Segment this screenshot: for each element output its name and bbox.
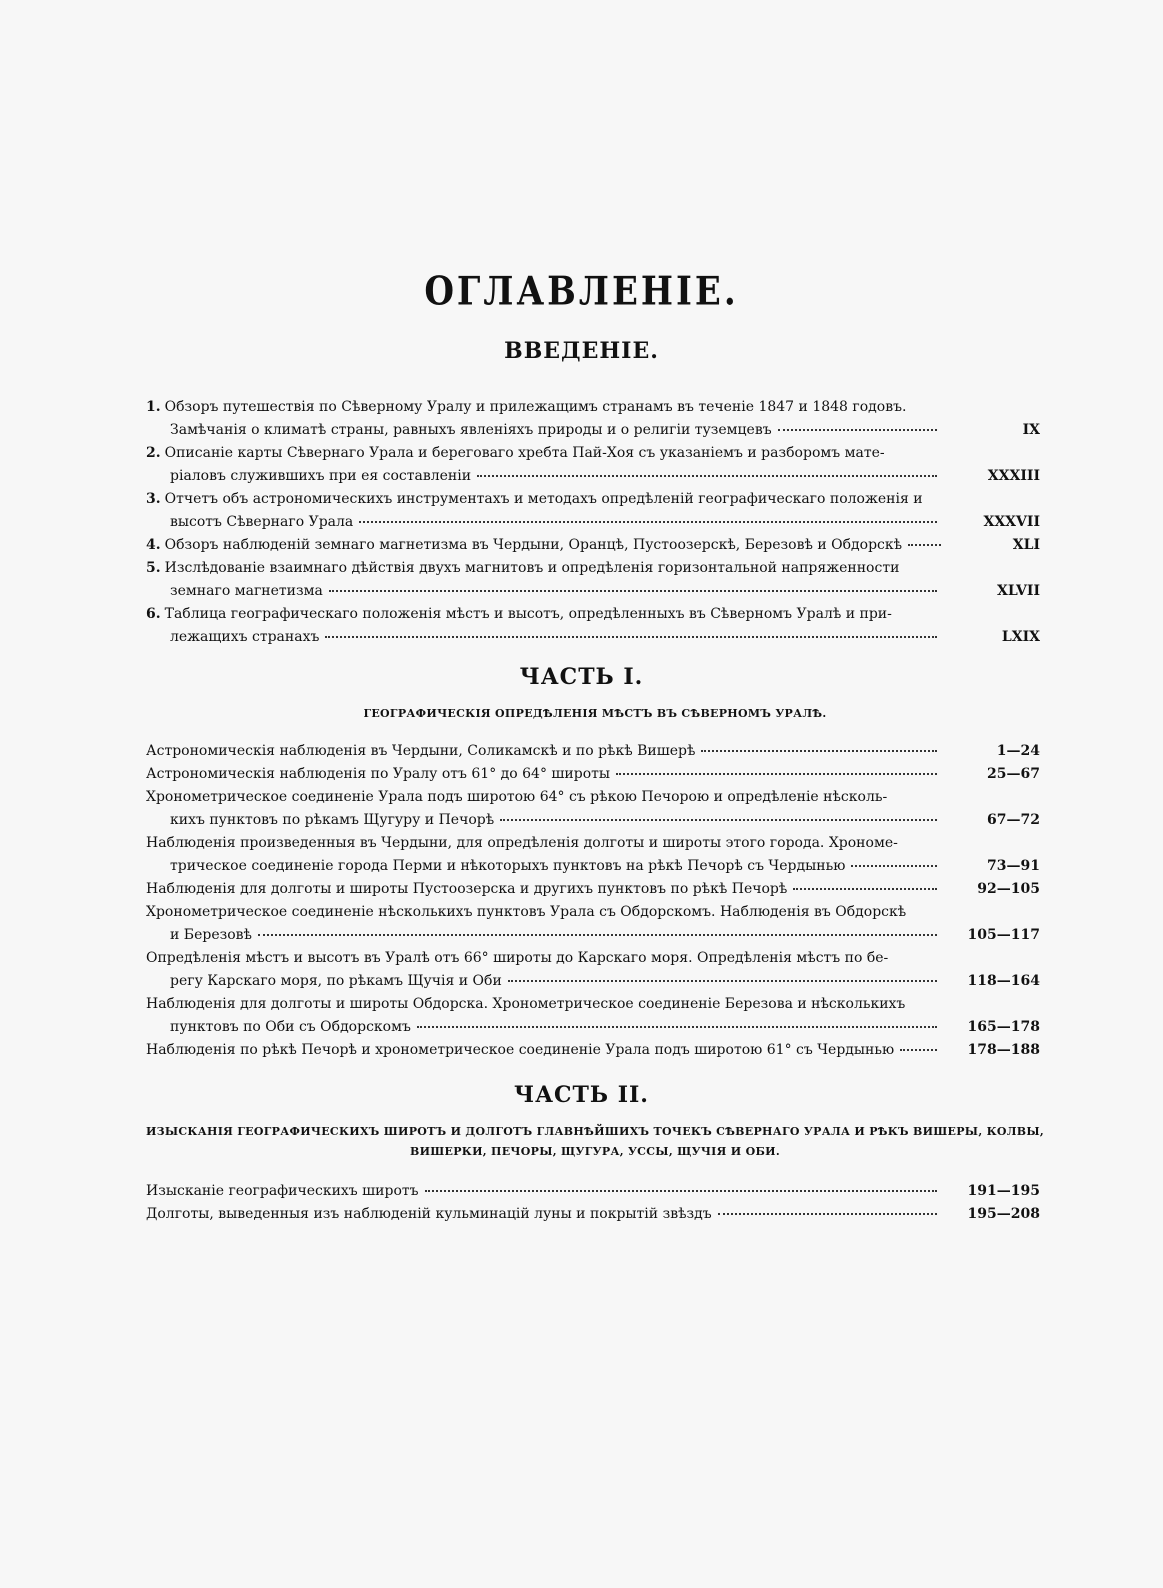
toc-entry — [146, 1203, 1040, 1226]
toc-entry-line — [146, 419, 1040, 442]
toc-entry-line — [146, 970, 1040, 993]
part1-heading: ЧАСТЬ I. — [519, 664, 644, 690]
toc-entry-text: и Березовѣ — [170, 927, 252, 943]
toc-entry-line — [146, 855, 1040, 878]
toc-entry — [146, 901, 1040, 947]
toc-entry-text: Таблица географическаго положенія мѣстъ и высотъ, опредѣленныхъ въ Сѣверномъ Уралѣ и при- — [164, 606, 892, 622]
toc-entry — [146, 557, 1040, 603]
toc-entry-text: ріаловъ служившихъ при ея составленіи — [170, 468, 472, 484]
toc-page-number: XXXIII — [987, 468, 1040, 484]
toc-entry-number: 6. — [146, 606, 161, 622]
part2-subheading: ИЗЫСКАНІЯ ГЕОГРАФИЧЕСКИХЪ ШИРОТЪ И ДОЛГОТЪ ГЛАВНѢЙШИХЪ ТОЧЕКЪ СѢВЕРНАГО УРАЛА И РѢКЪ ВИШЕРЫ, КОЛВЫ, ВИШЕРКИ, ПЕЧОРЫ, ЩУГУРА, УССЫ, ЩУЧІЯ И ОБИ. — [145, 1125, 1045, 1158]
toc-entry-line — [146, 878, 1040, 901]
dot-leader — [616, 773, 937, 775]
toc-page-number: 105—117 — [967, 927, 1040, 943]
dot-leader — [778, 429, 937, 431]
toc-entry-text: Обзоръ путешествія по Сѣверному Уралу и прилежащимъ странамъ въ теченіе 1847 и 1848 годовъ. — [164, 399, 907, 415]
toc-page-number: XXXVII — [983, 514, 1040, 530]
toc-entry-text: Астрономическія наблюденія въ Чердыни, Соликамскѣ и по рѣкѣ Вишерѣ — [146, 743, 696, 759]
toc-entry-text: лежащихъ странахъ — [170, 629, 320, 645]
toc-page-number: 1—24 — [996, 743, 1040, 759]
toc-entry-text: кихъ пунктовъ по рѣкамъ Щугуру и Печорѣ — [170, 812, 495, 828]
dot-leader — [329, 590, 937, 592]
toc-page-number: 25—67 — [987, 766, 1040, 782]
toc-page-number: XLI — [1012, 537, 1040, 553]
toc-entry-text: Хронометрическое соединеніе нѣсколькихъ пунктовъ Урала съ Обдорскомъ. Наблюденія въ Обдорскѣ — [146, 904, 907, 920]
dot-leader — [793, 888, 937, 890]
toc-entry-line — [146, 511, 1040, 534]
toc-page-number: 67—72 — [987, 812, 1040, 828]
toc-entry-text: земнаго магнетизма — [170, 583, 323, 599]
toc-entry-text: высотъ Сѣвернаго Урала — [170, 514, 354, 530]
toc-entry-line — [146, 626, 1040, 649]
dot-leader — [477, 475, 937, 477]
toc-entry-line — [146, 947, 1040, 970]
dot-leader — [900, 1049, 937, 1051]
toc-page-number: LXIX — [1001, 629, 1040, 645]
toc-entry-line — [146, 580, 1040, 603]
toc-entry-text: Наблюденія по рѣкѣ Печорѣ и хронометрическое соединеніе Урала подъ широтою 61° съ Чердынью — [146, 1042, 895, 1058]
toc-entry-line — [146, 924, 1040, 947]
dot-leader — [851, 865, 937, 867]
toc-entry-line — [146, 442, 1040, 465]
toc-entry-text: Астрономическія наблюденія по Уралу отъ 61° до 64° широты — [146, 766, 611, 782]
toc-entry — [146, 832, 1040, 878]
toc-entry-text: Изслѣдованіе взаимнаго дѣйствія двухъ магнитовъ и опредѣленія горизонтальной напряженности — [164, 560, 900, 576]
dot-leader — [908, 544, 941, 546]
toc-entry — [146, 603, 1040, 649]
part2-toc — [146, 1180, 1040, 1226]
toc-entry-text: Наблюденія для долготы и широты Обдорска. Хронометрическое соединеніе Березова и нѣсколькихъ — [146, 996, 906, 1012]
toc-entry-line — [146, 740, 1040, 763]
toc-entry-line — [146, 488, 1040, 511]
toc-entry — [146, 1180, 1040, 1203]
dot-leader — [508, 980, 937, 982]
toc-entry-text: Долготы, выведенныя изъ наблюденій кульминацій луны и покрытій звѣздъ — [146, 1206, 712, 1222]
toc-entry — [146, 1039, 1040, 1062]
toc-page-number: 118—164 — [967, 973, 1040, 989]
toc-page-number: 165—178 — [967, 1019, 1040, 1035]
toc-entry-line — [146, 786, 1040, 809]
toc-entry-text: Наблюденія произведенныя въ Чердыни, для опредѣленія долготы и широты этого города. Хрономе- — [146, 835, 898, 851]
toc-entry-number: 5. — [146, 560, 161, 576]
toc-page-number: XLVII — [996, 583, 1040, 599]
toc-entry-text: Опредѣленія мѣстъ и высотъ въ Уралѣ отъ 66° широты до Карскаго моря. Опредѣленія мѣстъ по бе- — [146, 950, 889, 966]
toc-entry-number: 1. — [146, 399, 161, 415]
toc-entry — [146, 763, 1040, 786]
dot-leader — [718, 1213, 937, 1215]
toc-entry-text: Наблюденія для долготы и широты Пустоозерска и другихъ пунктовъ по рѣкѣ Печорѣ — [146, 881, 788, 897]
toc-page-number: 195—208 — [967, 1206, 1040, 1222]
toc-entry — [146, 488, 1040, 534]
dot-leader — [701, 750, 937, 752]
toc-entry-text: пунктовъ по Оби съ Обдорскомъ — [170, 1019, 411, 1035]
toc-entry — [146, 740, 1040, 763]
toc-entry-line — [146, 465, 1040, 488]
toc-entry-text: Замѣчанія о климатѣ страны, равныхъ явленіяхъ природы и о религіи туземцевъ — [170, 422, 772, 438]
dot-leader — [417, 1026, 937, 1028]
toc-entry-line — [146, 832, 1040, 855]
dot-leader — [325, 636, 937, 638]
toc-entry-text: трическое соединеніе города Перми и нѣкоторыхъ пунктовъ на рѣкѣ Печорѣ съ Чердынью — [170, 858, 846, 874]
toc-entry-line — [146, 603, 1040, 626]
toc-entry — [146, 442, 1040, 488]
toc-entry-text: регу Карскаго моря, по рѣкамъ Щучія и Оби — [170, 973, 502, 989]
dot-leader — [425, 1190, 937, 1192]
part1-toc — [146, 740, 1040, 1062]
part1-subheading: ГЕОГРАФИЧЕСКІЯ ОПРЕДѢЛЕНІЯ МѢСТЪ ВЪ СѢВЕРНОМЪ УРАЛѢ. — [363, 707, 827, 720]
dot-leader — [500, 819, 937, 821]
toc-entry-text: Обзоръ наблюденій земнаго магнетизма въ Чердыни, Оранцѣ, Пустоозерскѣ, Березовѣ и Обдорскѣ — [164, 537, 903, 553]
toc-entry-text: Отчетъ объ астрономическихъ инструментахъ и методахъ опредѣленій географическаго положенія и — [164, 491, 923, 507]
toc-page-number: 178—188 — [967, 1042, 1040, 1058]
toc-entry-line — [146, 1016, 1040, 1039]
part2-heading: ЧАСТЬ II. — [514, 1082, 649, 1108]
toc-entry-line — [146, 763, 1040, 786]
toc-entry-line — [146, 809, 1040, 832]
toc-entry-number: 3. — [146, 491, 161, 507]
toc-entry-line — [146, 1180, 1040, 1203]
dot-leader — [258, 934, 937, 936]
toc-page-number: 73—91 — [987, 858, 1040, 874]
toc-entry-number: 2. — [146, 445, 161, 461]
toc-entry-text: Хронометрическое соединеніе Урала подъ широтою 64° съ рѣкою Печорою и опредѣленіе нѣсколь- — [146, 789, 888, 805]
dot-leader — [359, 521, 937, 523]
toc-page-number: 191—195 — [967, 1183, 1040, 1199]
toc-entry-line — [146, 1203, 1040, 1226]
toc-entry-line — [146, 901, 1040, 924]
toc-entry — [146, 878, 1040, 901]
toc-entry-text: Описаніе карты Сѣвернаго Урала и береговаго хребта Пай-Хоя съ указаніемъ и разборомъ мате- — [164, 445, 885, 461]
intro-toc — [146, 396, 1040, 649]
toc-entry — [146, 947, 1040, 993]
toc-entry-line — [146, 396, 1040, 419]
toc-entry — [146, 396, 1040, 442]
toc-entry-line — [146, 1039, 1040, 1062]
toc-page-number: 92—105 — [977, 881, 1040, 897]
toc-page-number: IX — [1022, 422, 1040, 438]
toc-entry-line — [146, 534, 1040, 557]
toc-entry-number: 4. — [146, 537, 161, 553]
toc-entry — [146, 534, 1040, 557]
toc-entry — [146, 786, 1040, 832]
page-title: ОГЛАВЛЕНІЕ. — [424, 269, 739, 315]
toc-entry-text: Изысканіе географическихъ широтъ — [146, 1183, 419, 1199]
toc-entry-line — [146, 557, 1040, 580]
toc-entry-line — [146, 993, 1040, 1016]
toc-entry — [146, 993, 1040, 1039]
intro-heading: ВВЕДЕНІЕ. — [504, 338, 659, 364]
